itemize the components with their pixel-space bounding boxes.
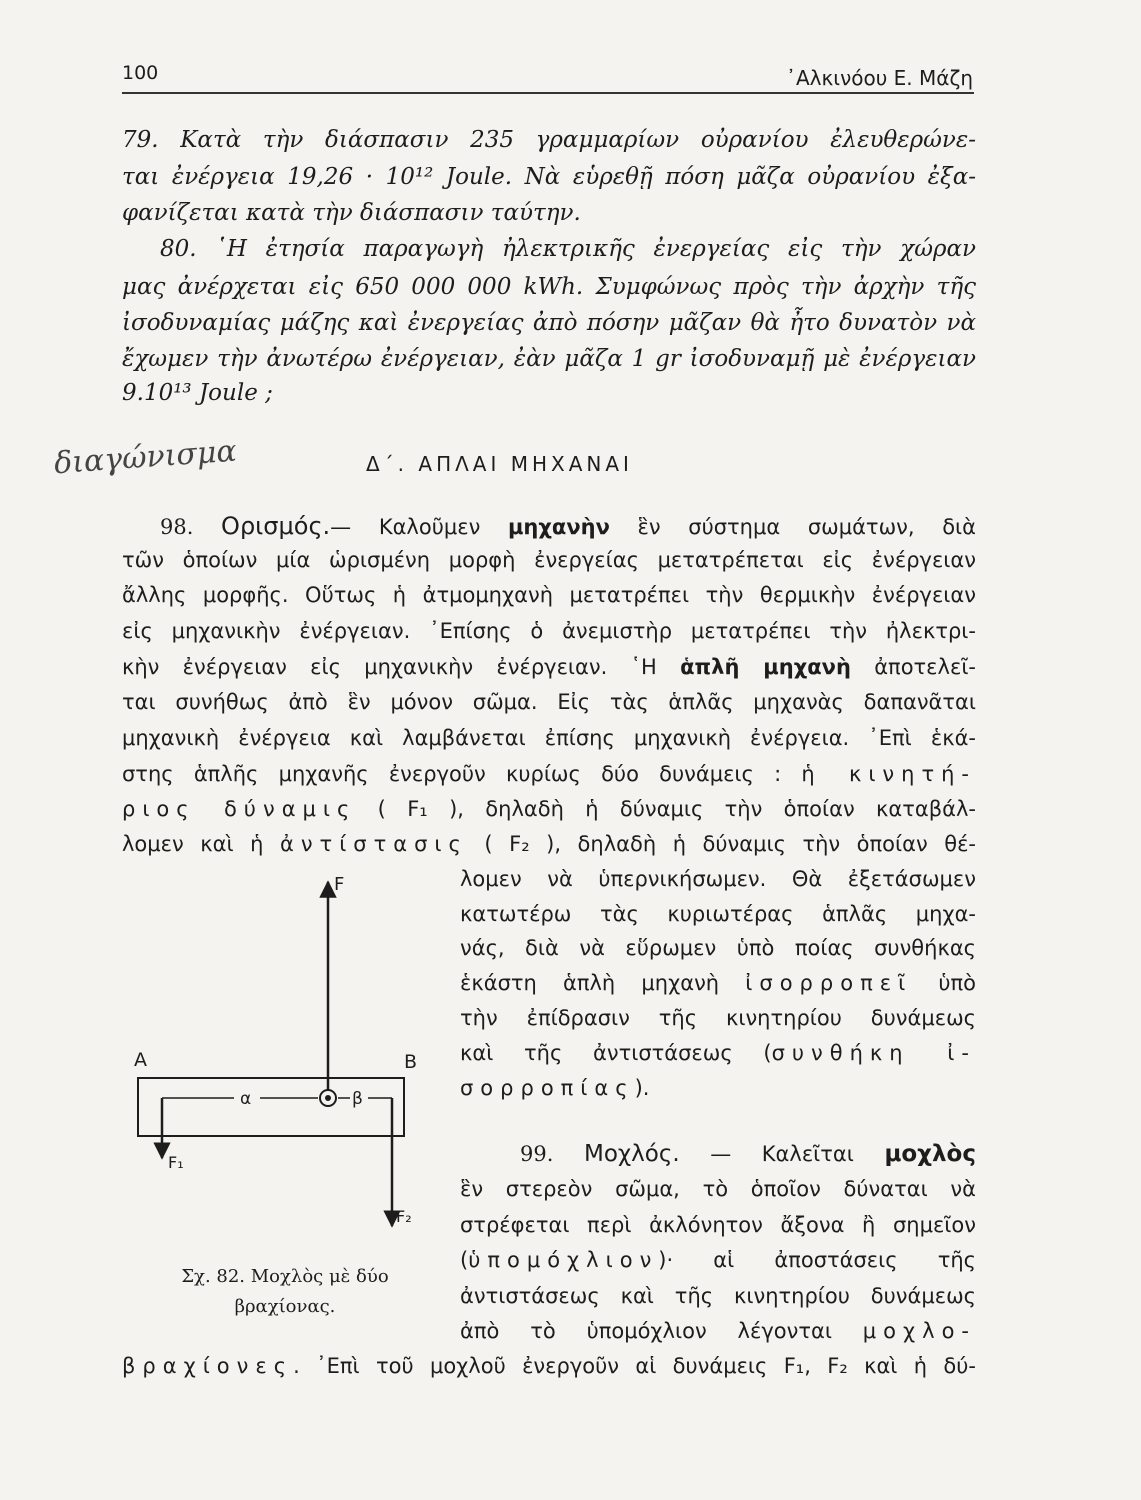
problem-80-line-1: 80. ῾Η ἐτησία παραγωγὴ ἠλεκτρικῆς ἐνεργείας εἰς τὴν χώραν bbox=[160, 236, 976, 262]
p99-line-2: ἓν στερεὸν σῶμα, τὸ ὁποῖον δύναται νὰ bbox=[460, 1177, 976, 1201]
p98-line-7: μηχανικὴ ἐνέργεια καὶ λαμβάνεται ἐπίσης μηχανικὴ ἐνέργεια. ᾿Επὶ ἑκά- bbox=[122, 726, 976, 750]
p98-line-5: κὴν ἐνέργειαν εἰς μηχανικὴν ἐνέργειαν. ῾Η ἁπλῆ μηχανὴ ἀποτελεῖ- bbox=[122, 655, 976, 679]
p99-line-5: ἀντιστάσεως καὶ τῆς κινητηρίου δυνάμεως bbox=[460, 1284, 976, 1308]
lever-figure bbox=[120, 860, 440, 1230]
lever-bar bbox=[138, 1078, 404, 1136]
p98-line-9: ριος δύναμις ( F₁ ), δηλαδὴ ἡ δύναμις τὴν ὁποίαν καταβάλ- bbox=[122, 797, 976, 821]
fulcrum-center bbox=[325, 1095, 331, 1101]
figure-caption-line-1: Σχ. 82. Μοχλὸς μὲ δύο bbox=[181, 1266, 389, 1287]
label-b-point: B bbox=[404, 1051, 418, 1073]
problem-80-line-2: μας ἀνέρχεται εἰς 650 000 000 kWh. Συμφώνως πρὸς τὴν ἀρχὴν τῆς bbox=[122, 274, 976, 300]
p98-line-2: τῶν ὁποίων μία ὡρισμένη μορφὴ ἐνεργείας μετατρέπεται εἰς ἐνέργειαν bbox=[122, 548, 976, 572]
p99-line-1: 99. Μοχλός. — Καλεῖται μοχλὸς bbox=[520, 1141, 976, 1167]
p98-line-11: λομεν νὰ ὑπερνικήσωμεν. Θὰ ἐξετάσωμεν bbox=[460, 867, 976, 891]
section-title: Δ΄. ΑΠΛΑΙ ΜΗΧΑΝΑΙ bbox=[366, 452, 633, 476]
handwritten-note: διαγώνισμα bbox=[53, 433, 238, 482]
problem-79-line-2: ται ἐνέργεια 19,26 · 10¹² Joule. Νὰ εὑρεθῇ πόση μᾶζα οὐρανίου ἐξα- bbox=[122, 164, 976, 190]
running-head-author: ᾿Αλκινόου Ε. Μάζη bbox=[786, 66, 973, 90]
p99-line-6: ἀπὸ τὸ ὑπομόχλιον λέγονται μοχλο- bbox=[460, 1319, 976, 1343]
label-f: F bbox=[334, 874, 345, 895]
p98-line-16: καὶ τῆς ἀντιστάσεως (συνθήκη ἰ- bbox=[460, 1041, 976, 1065]
label-arm-alpha: α bbox=[240, 1089, 252, 1109]
p98-line-13: νάς, διὰ νὰ εὕρωμεν ὑπὸ ποίας συνθήκας bbox=[460, 936, 976, 960]
label-f1: F₁ bbox=[168, 1153, 184, 1172]
p98-line-6: ται συνήθως ἀπὸ ἓν μόνον σῶμα. Εἰς τὰς ἁπλᾶς μηχανὰς δαπανᾶται bbox=[122, 690, 976, 714]
problem-80-line-5: 9.10¹³ Joule ; bbox=[122, 380, 273, 406]
figure-caption-line-2: βραχίονας. bbox=[234, 1296, 336, 1317]
label-arm-beta: β bbox=[352, 1089, 363, 1109]
header-rule bbox=[122, 92, 974, 94]
p99-line-7: βραχίονες. ᾿Επὶ τοῦ μοχλοῦ ἐνεργοῦν αἱ δυνάμεις F₁, F₂ καὶ ἡ δύ- bbox=[122, 1354, 976, 1378]
p99-line-3: στρέφεται περὶ ἀκλόνητον ἄξονα ἢ σημεῖον bbox=[460, 1213, 976, 1237]
label-f2: F₂ bbox=[396, 1207, 412, 1226]
problem-80-line-3: ἰσοδυναμίας μάζης καὶ ἐνεργείας ἀπὸ πόσην μᾶζαν θὰ ἦτο δυνατὸν νὰ bbox=[122, 310, 976, 336]
p98-line-15: τὴν ἐπίδρασιν τῆς κινητηρίου δυνάμεως bbox=[460, 1006, 976, 1030]
p98-line-4: εἰς μηχανικὴν ἐνέργειαν. ᾿Επίσης ὁ ἀνεμιστὴρ μετατρέπει τὴν ἠλεκτρι- bbox=[122, 619, 976, 643]
p98-line-17: σορροπίας). bbox=[460, 1076, 650, 1100]
p98-line-8: στης ἁπλῆς μηχανῆς ἐνεργοῦν κυρίως δύο δυνάμεις : ἡ κινητή- bbox=[122, 762, 976, 786]
problem-80-line-4: ἔχωμεν τὴν ἀνωτέρω ἐνέργειαν, ἐὰν μᾶζα 1 gr ἰσοδυναμῇ μὲ ἐνέργειαν bbox=[122, 346, 976, 372]
p98-line-14: ἑκάστη ἁπλὴ μηχανὴ ἰσορροπεῖ ὑπὸ bbox=[460, 971, 976, 995]
label-a-point: A bbox=[134, 1049, 147, 1071]
p99-line-4: (ὑπομόχλιον)· αἱ ἀποστάσεις τῆς bbox=[460, 1248, 976, 1272]
problem-79-line-3: φανίζεται κατὰ τὴν διάσπασιν ταύτην. bbox=[122, 200, 581, 226]
p98-line-12: κατωτέρω τὰς κυριωτέρας ἁπλᾶς μηχα- bbox=[460, 902, 976, 926]
problem-79-line-1: 79. Κατὰ τὴν διάσπασιν 235 γραμμαρίων οὐρανίου ἐλευθερώνε- bbox=[122, 127, 976, 153]
p98-line-10: λομεν καὶ ἡ ἀντίστασις ( F₂ ), δηλαδὴ ἡ δύναμις τὴν ὁποίαν θέ- bbox=[122, 832, 976, 856]
p98-line-1: 98. Ορισμός.— Καλοῦμεν μηχανὴν ἓν σύστημα σωμάτων, διὰ bbox=[160, 512, 976, 540]
page-number: 100 bbox=[122, 62, 159, 84]
p98-line-3: ἄλλης μορφῆς. Οὕτως ἡ ἀτμομηχανὴ μετατρέπει τὴν θερμικὴν ἐνέργειαν bbox=[122, 583, 976, 607]
